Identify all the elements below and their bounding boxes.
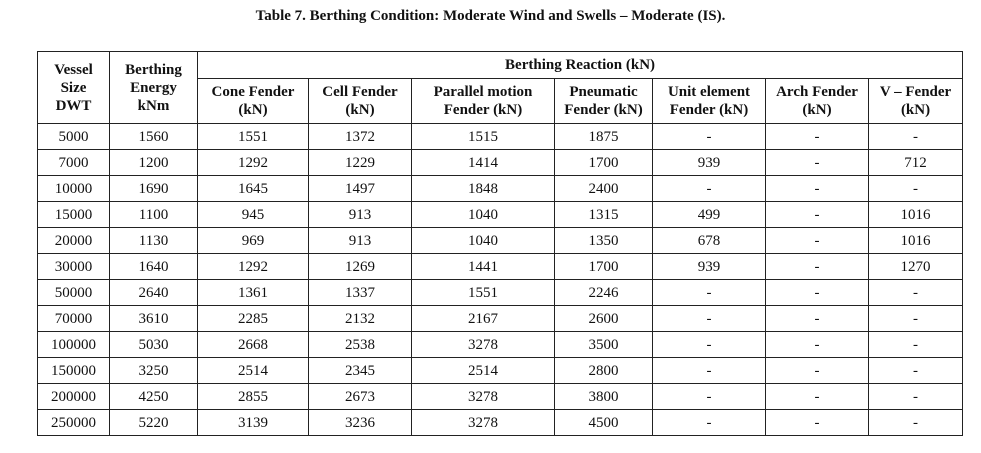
cell-berthing-energy: 3250 xyxy=(110,358,198,384)
cell-cone-fender: 3139 xyxy=(198,410,309,436)
cell-unit-element-fender: 678 xyxy=(653,228,766,254)
cell-cone-fender: 1645 xyxy=(198,176,309,202)
cell-pneumatic-fender: 3500 xyxy=(555,332,653,358)
cell-arch-fender: - xyxy=(766,228,869,254)
cell-unit-element-fender: 939 xyxy=(653,254,766,280)
cell-arch-fender: - xyxy=(766,176,869,202)
cell-cone-fender: 2855 xyxy=(198,384,309,410)
header-v-fender: V – Fender (kN) xyxy=(869,79,963,124)
cell-parallel-motion-fender: 3278 xyxy=(412,332,555,358)
cell-parallel-motion-fender: 2167 xyxy=(412,306,555,332)
cell-vessel-size: 10000 xyxy=(38,176,110,202)
header-row-top xyxy=(38,52,963,79)
cell-arch-fender: - xyxy=(766,306,869,332)
cell-cone-fender: 2285 xyxy=(198,306,309,332)
cell-vessel-size: 30000 xyxy=(38,254,110,280)
cell-cell-fender: 1337 xyxy=(309,280,412,306)
cell-arch-fender: - xyxy=(766,254,869,280)
cell-v-fender: - xyxy=(869,306,963,332)
cell-arch-fender: - xyxy=(766,384,869,410)
cell-v-fender: - xyxy=(869,124,963,150)
cell-berthing-energy: 1690 xyxy=(110,176,198,202)
cell-berthing-energy: 5220 xyxy=(110,410,198,436)
cell-cell-fender: 3236 xyxy=(309,410,412,436)
cell-parallel-motion-fender: 1515 xyxy=(412,124,555,150)
header-unit-element-fender: Unit element Fender (kN) xyxy=(653,79,766,124)
cell-parallel-motion-fender: 1414 xyxy=(412,150,555,176)
cell-parallel-motion-fender: 1040 xyxy=(412,202,555,228)
table-row xyxy=(38,332,963,358)
cell-vessel-size: 200000 xyxy=(38,384,110,410)
cell-parallel-motion-fender: 3278 xyxy=(412,410,555,436)
table-row xyxy=(38,254,963,280)
cell-unit-element-fender: - xyxy=(653,176,766,202)
cell-v-fender: - xyxy=(869,410,963,436)
cell-cell-fender: 1229 xyxy=(309,150,412,176)
cell-v-fender: - xyxy=(869,384,963,410)
header-berthing-reaction: Berthing Reaction (kN) xyxy=(198,52,963,79)
table-row xyxy=(38,124,963,150)
table-row xyxy=(38,384,963,410)
cell-berthing-energy: 3610 xyxy=(110,306,198,332)
cell-pneumatic-fender: 1315 xyxy=(555,202,653,228)
cell-cell-fender: 2132 xyxy=(309,306,412,332)
cell-cone-fender: 1292 xyxy=(198,254,309,280)
cell-v-fender: - xyxy=(869,176,963,202)
cell-pneumatic-fender: 2600 xyxy=(555,306,653,332)
cell-vessel-size: 250000 xyxy=(38,410,110,436)
cell-unit-element-fender: - xyxy=(653,332,766,358)
table-caption: Table 7. Berthing Condition: Moderate Wind and Swells – Moderate (IS). xyxy=(255,8,726,24)
cell-arch-fender: - xyxy=(766,280,869,306)
cell-v-fender: - xyxy=(869,332,963,358)
cell-pneumatic-fender: 3800 xyxy=(555,384,653,410)
cell-berthing-energy: 1640 xyxy=(110,254,198,280)
cell-parallel-motion-fender: 1551 xyxy=(412,280,555,306)
cell-berthing-energy: 4250 xyxy=(110,384,198,410)
table-row xyxy=(38,306,963,332)
cell-arch-fender: - xyxy=(766,124,869,150)
cell-parallel-motion-fender: 1441 xyxy=(412,254,555,280)
cell-cone-fender: 945 xyxy=(198,202,309,228)
cell-cell-fender: 1372 xyxy=(309,124,412,150)
cell-pneumatic-fender: 2400 xyxy=(555,176,653,202)
cell-pneumatic-fender: 2800 xyxy=(555,358,653,384)
cell-unit-element-fender: - xyxy=(653,384,766,410)
cell-v-fender: 1016 xyxy=(869,202,963,228)
cell-berthing-energy: 1560 xyxy=(110,124,198,150)
cell-v-fender: 1270 xyxy=(869,254,963,280)
table-body xyxy=(38,124,963,436)
table-row xyxy=(38,280,963,306)
cell-pneumatic-fender: 1350 xyxy=(555,228,653,254)
cell-cone-fender: 1361 xyxy=(198,280,309,306)
cell-parallel-motion-fender: 1040 xyxy=(412,228,555,254)
header-cone-fender: Cone Fender (kN) xyxy=(198,79,309,124)
cell-vessel-size: 15000 xyxy=(38,202,110,228)
cell-cone-fender: 1551 xyxy=(198,124,309,150)
cell-cone-fender: 1292 xyxy=(198,150,309,176)
cell-cell-fender: 913 xyxy=(309,202,412,228)
cell-vessel-size: 100000 xyxy=(38,332,110,358)
cell-vessel-size: 50000 xyxy=(38,280,110,306)
header-arch-fender: Arch Fender (kN) xyxy=(766,79,869,124)
table-row xyxy=(38,150,963,176)
berthing-table xyxy=(37,51,963,436)
cell-unit-element-fender: - xyxy=(653,358,766,384)
cell-vessel-size: 150000 xyxy=(38,358,110,384)
cell-cone-fender: 969 xyxy=(198,228,309,254)
cell-cell-fender: 913 xyxy=(309,228,412,254)
cell-vessel-size: 70000 xyxy=(38,306,110,332)
header-pneumatic-fender: Pneumatic Fender (kN) xyxy=(555,79,653,124)
cell-pneumatic-fender: 1700 xyxy=(555,150,653,176)
cell-v-fender: - xyxy=(869,280,963,306)
cell-pneumatic-fender: 4500 xyxy=(555,410,653,436)
cell-parallel-motion-fender: 1848 xyxy=(412,176,555,202)
cell-berthing-energy: 1100 xyxy=(110,202,198,228)
table-row xyxy=(38,410,963,436)
cell-unit-element-fender: - xyxy=(653,306,766,332)
header-vessel-size: Vessel Size DWT xyxy=(38,52,110,124)
cell-vessel-size: 7000 xyxy=(38,150,110,176)
cell-unit-element-fender: - xyxy=(653,280,766,306)
header-cell-fender: Cell Fender (kN) xyxy=(309,79,412,124)
table-row xyxy=(38,228,963,254)
cell-parallel-motion-fender: 3278 xyxy=(412,384,555,410)
cell-unit-element-fender: 939 xyxy=(653,150,766,176)
cell-cell-fender: 2345 xyxy=(309,358,412,384)
cell-cone-fender: 2514 xyxy=(198,358,309,384)
cell-unit-element-fender: 499 xyxy=(653,202,766,228)
cell-cell-fender: 1497 xyxy=(309,176,412,202)
cell-v-fender: 712 xyxy=(869,150,963,176)
cell-berthing-energy: 1200 xyxy=(110,150,198,176)
cell-arch-fender: - xyxy=(766,410,869,436)
cell-v-fender: 1016 xyxy=(869,228,963,254)
cell-berthing-energy: 2640 xyxy=(110,280,198,306)
table-row xyxy=(38,176,963,202)
cell-arch-fender: - xyxy=(766,358,869,384)
cell-pneumatic-fender: 1875 xyxy=(555,124,653,150)
cell-cell-fender: 2673 xyxy=(309,384,412,410)
cell-unit-element-fender: - xyxy=(653,124,766,150)
cell-berthing-energy: 5030 xyxy=(110,332,198,358)
cell-unit-element-fender: - xyxy=(653,410,766,436)
cell-berthing-energy: 1130 xyxy=(110,228,198,254)
cell-arch-fender: - xyxy=(766,150,869,176)
header-berthing-energy: Berthing Energy kNm xyxy=(110,52,198,124)
header-parallel-motion-fender: Parallel motion Fender (kN) xyxy=(412,79,555,124)
cell-cone-fender: 2668 xyxy=(198,332,309,358)
cell-vessel-size: 5000 xyxy=(38,124,110,150)
cell-arch-fender: - xyxy=(766,332,869,358)
cell-pneumatic-fender: 2246 xyxy=(555,280,653,306)
table-row xyxy=(38,358,963,384)
cell-vessel-size: 20000 xyxy=(38,228,110,254)
table-row xyxy=(38,202,963,228)
cell-parallel-motion-fender: 2514 xyxy=(412,358,555,384)
cell-cell-fender: 1269 xyxy=(309,254,412,280)
cell-v-fender: - xyxy=(869,358,963,384)
cell-arch-fender: - xyxy=(766,202,869,228)
cell-cell-fender: 2538 xyxy=(309,332,412,358)
cell-pneumatic-fender: 1700 xyxy=(555,254,653,280)
